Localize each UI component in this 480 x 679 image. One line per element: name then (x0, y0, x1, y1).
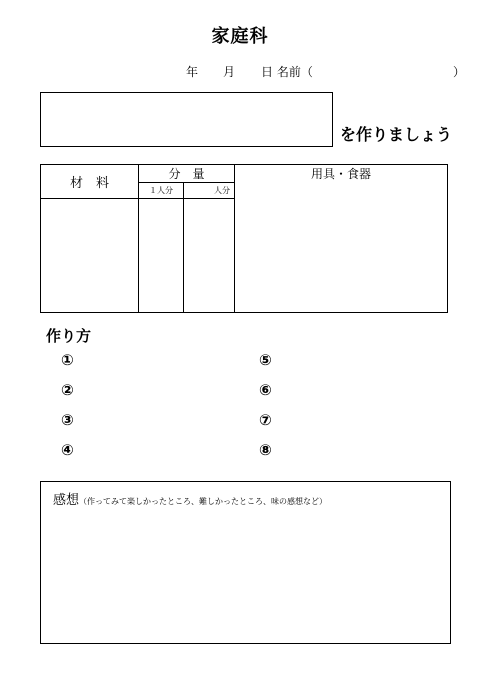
amount-header: 分 量 (139, 165, 235, 183)
step-3-number: ③ (61, 411, 74, 429)
impressions-heading (53, 489, 327, 508)
one-person-amount-cell[interactable] (139, 199, 184, 313)
step-8-number: ⑧ (259, 441, 272, 459)
materials-header: 材 料 (41, 165, 139, 199)
step-2-number: ② (61, 381, 74, 399)
step-5-number: ⑤ (259, 351, 272, 369)
one-person-header: １人分 (139, 183, 184, 199)
tools-header: 用具・食器 (235, 165, 448, 199)
step-7-number: ⑦ (259, 411, 272, 429)
step-6-number: ⑥ (259, 381, 272, 399)
page-title: 家庭科 (211, 26, 269, 47)
step-4-number: ④ (61, 441, 74, 459)
date-day-name-label: 日 名前（ (261, 65, 313, 79)
people-amount-cell[interactable] (184, 199, 235, 313)
step-1-number: ① (61, 351, 74, 369)
steps-title: 作り方 (46, 327, 92, 345)
dish-name-box[interactable] (40, 92, 333, 147)
date-month-label: 月 (223, 65, 236, 79)
people-header: 人分 (184, 183, 235, 199)
dish-suffix-label: を作りましょう (340, 125, 453, 144)
name-close-paren: ） (453, 65, 466, 79)
date-year-label: 年 (186, 65, 199, 79)
materials-cell[interactable] (41, 199, 139, 313)
ingredients-table (40, 164, 448, 313)
impressions-box[interactable] (40, 481, 451, 644)
tools-cell[interactable] (235, 199, 448, 313)
impressions-title: 感想 (53, 493, 80, 508)
impressions-note: （作ってみて楽しかったところ、難しかったところ、味の感想など） (79, 497, 328, 506)
